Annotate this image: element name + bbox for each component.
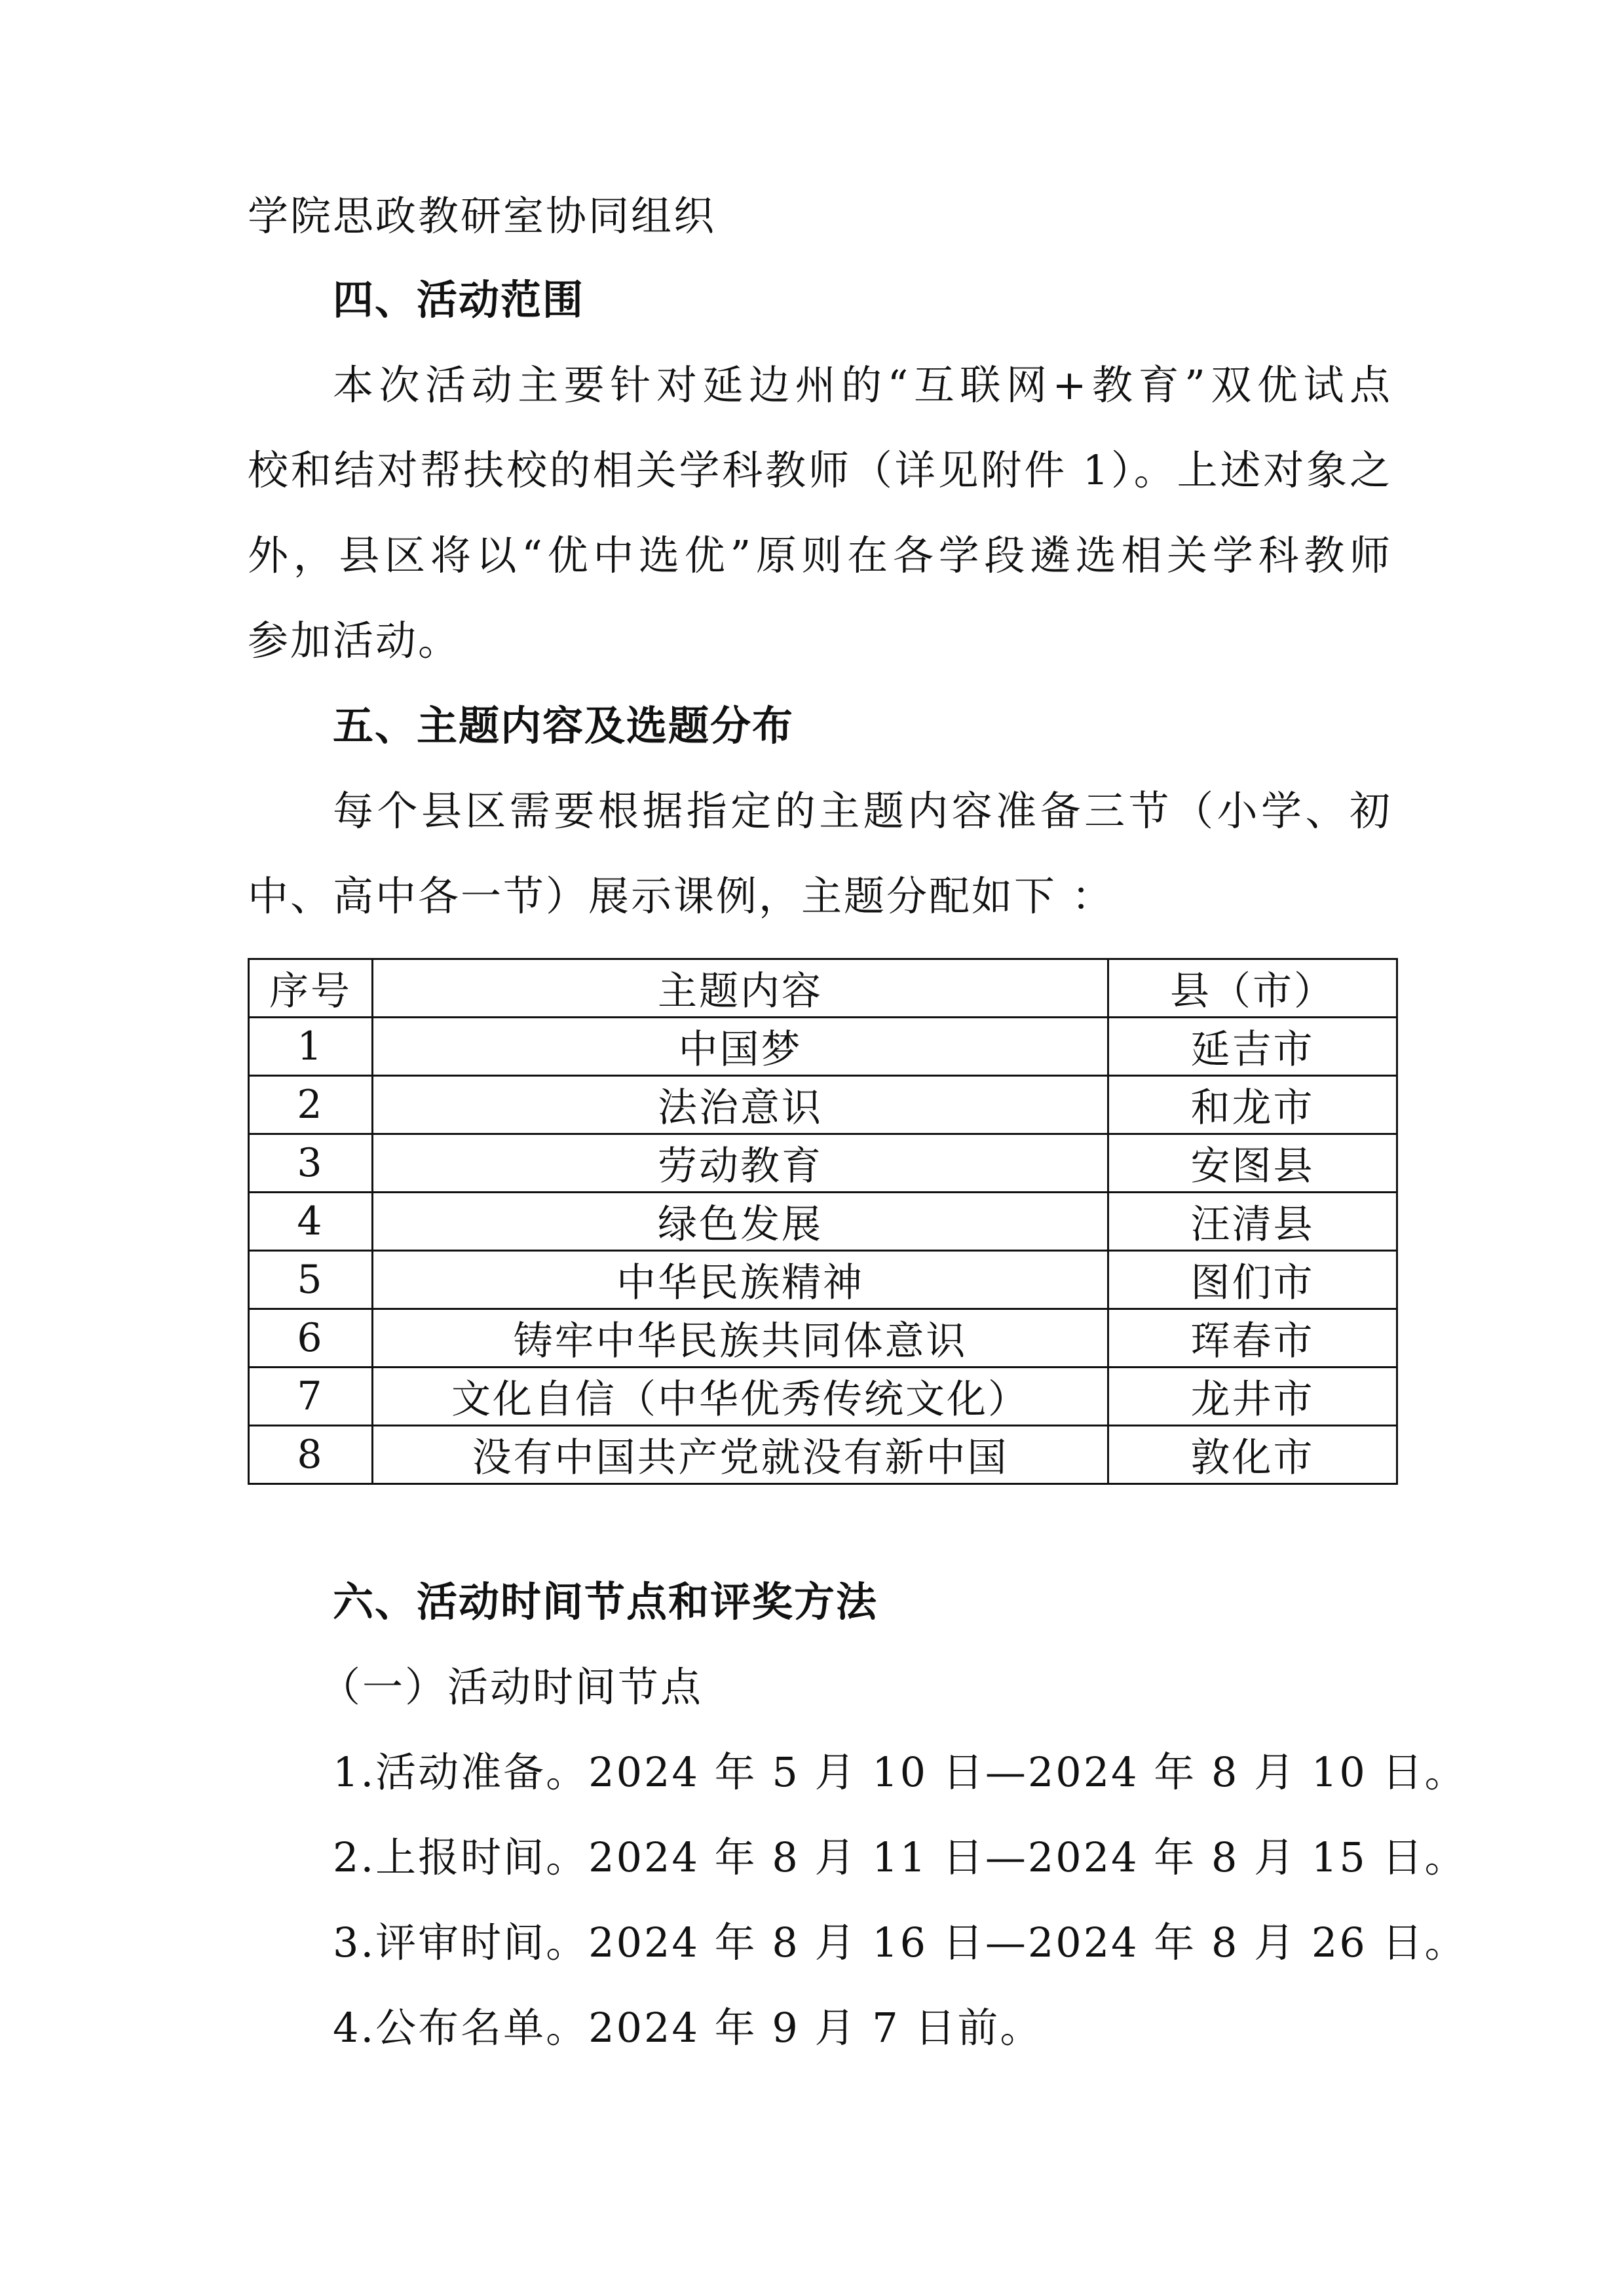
table-header-row [249, 959, 1397, 1018]
row-index: 7 [249, 1368, 373, 1426]
row-county: 图们市 [1108, 1251, 1397, 1309]
timeline-item-2: 2.上报时间。2024 年 8 月 11 日—2024 年 8 月 15 日。 [333, 1833, 1467, 1881]
row-topic: 铸牢中华民族共同体意识 [373, 1309, 1108, 1368]
table-row [249, 1368, 1397, 1426]
timeline-item-3: 3.评审时间。2024 年 8 月 16 日—2024 年 8 月 26 日。 [333, 1919, 1467, 1966]
header-topic: 主题内容 [373, 959, 1108, 1018]
row-county: 安图县 [1108, 1134, 1397, 1193]
timeline-item-4: 4.公布名单。2024 年 9 月 7 日前。 [333, 2004, 1043, 2052]
row-county: 珲春市 [1108, 1309, 1397, 1368]
table-row [249, 1309, 1397, 1368]
section-4-line-2: 校和结对帮扶校的相关学科教师（详见附件 1）。上述对象之 [248, 446, 1390, 494]
row-index: 1 [249, 1018, 373, 1076]
row-index: 6 [249, 1309, 373, 1368]
row-index: 3 [249, 1134, 373, 1193]
row-county: 延吉市 [1108, 1018, 1397, 1076]
section-6-heading: 六、活动时间节点和评奖方法 [333, 1578, 878, 1626]
section-5-line-2: 中、高中各一节）展示课例，主题分配如下 ： [248, 872, 1114, 920]
row-index: 8 [249, 1426, 373, 1484]
row-topic: 法治意识 [373, 1076, 1108, 1134]
row-county: 敦化市 [1108, 1426, 1397, 1484]
row-topic: 绿色发展 [373, 1193, 1108, 1251]
topic-allocation-table [248, 958, 1398, 1485]
timeline-item-1: 1.活动准备。2024 年 5 月 10 日—2024 年 8 月 10 日。 [333, 1748, 1467, 1796]
row-topic: 没有中国共产党就没有新中国 [373, 1426, 1108, 1484]
row-topic: 文化自信（中华优秀传统文化） [373, 1368, 1108, 1426]
table-row [249, 1251, 1397, 1309]
table-row [249, 1193, 1397, 1251]
row-topic: 劳动教育 [373, 1134, 1108, 1193]
table-row [249, 1076, 1397, 1134]
row-county: 汪清县 [1108, 1193, 1397, 1251]
row-county: 龙井市 [1108, 1368, 1397, 1426]
table-row [249, 1134, 1397, 1193]
section-4-line-1: 本次活动主要针对延边州的“互联网+教育”双优试点 [333, 361, 1390, 409]
table-row [249, 1426, 1397, 1484]
section-4-heading: 四、活动范围 [333, 276, 585, 324]
row-index: 2 [249, 1076, 373, 1134]
section-4-line-3: 外，县区将以“优中选优”原则在各学段遴选相关学科教师 [248, 531, 1390, 579]
section-4-line-4: 参加活动。 [248, 617, 461, 664]
row-topic: 中华民族精神 [373, 1251, 1108, 1309]
row-topic: 中国梦 [373, 1018, 1108, 1076]
row-county: 和龙市 [1108, 1076, 1397, 1134]
section-5-heading: 五、主题内容及选题分布 [333, 702, 795, 750]
continuation-line: 学院思政教研室协同组织 [248, 192, 717, 240]
header-index: 序号 [249, 959, 373, 1018]
section-5-line-1: 每个县区需要根据指定的主题内容准备三节（小学、初 [333, 787, 1390, 835]
table-row [249, 1018, 1397, 1076]
header-county: 县（市） [1108, 959, 1397, 1018]
section-6-subheading: （一）活动时间节点 [320, 1663, 704, 1711]
row-index: 4 [249, 1193, 373, 1251]
row-index: 5 [249, 1251, 373, 1309]
